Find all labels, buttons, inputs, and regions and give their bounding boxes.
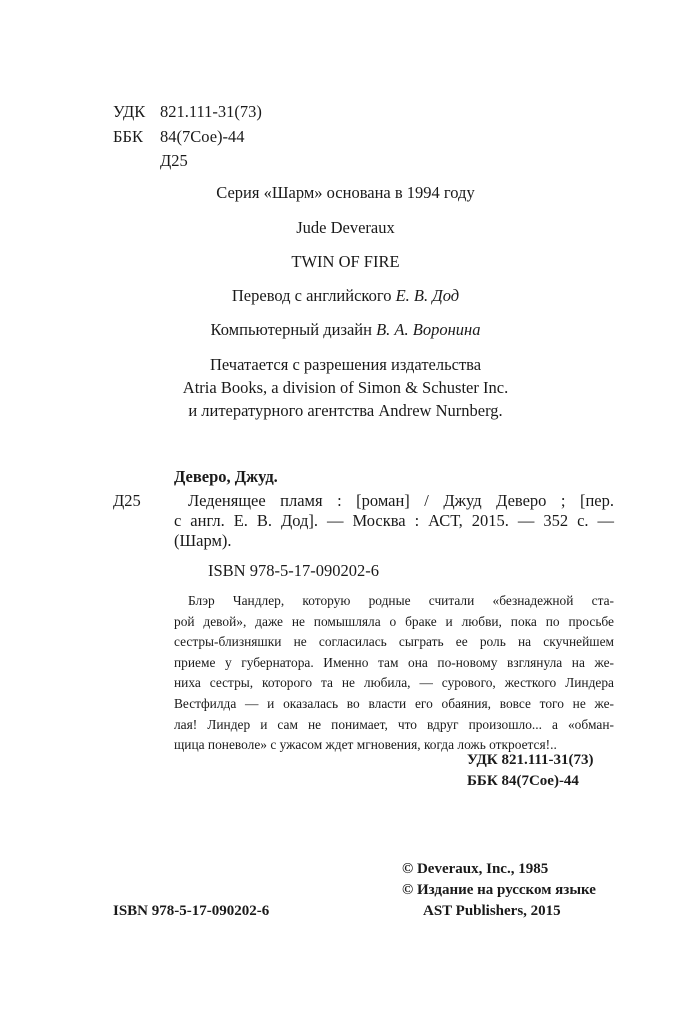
translation-credit <box>0 286 691 306</box>
design-credit <box>0 320 691 340</box>
translator-name: Е. В. Дод <box>395 286 460 305</box>
copyright-line-1: © Deveraux, Inc., 1985 <box>402 861 549 877</box>
catalog-author-heading: Деверо, Джуд. <box>174 467 278 486</box>
udk-label: УДК <box>113 102 146 121</box>
annotation <box>174 591 614 756</box>
annotation-line-4: приеме у губернатора. Именно там она по-новому взглянула на же- <box>174 654 614 670</box>
bottom-bbk: ББК 84(7Сое)-44 <box>467 773 579 789</box>
designer-name: В. А. Воронина <box>376 320 481 339</box>
catalog-mark: Д25 <box>113 491 141 510</box>
permission-line-2: Atria Books, a division of Simon & Schuster Inc. <box>182 378 509 397</box>
original-author: Jude Deveraux <box>296 218 395 237</box>
catalog-description <box>174 491 614 551</box>
catalog-line-1: Леденящее пламя : [роман] / Джуд Деверо ; [пер. <box>188 491 614 510</box>
series-line: Серия «Шарм» основана в 1994 году <box>216 183 475 202</box>
annotation-line-1: Блэр Чандлер, которую родные считали «безнадежной ста- <box>188 593 614 608</box>
permission-line-3: и литературного агентства Andrew Nurnberg. <box>188 401 503 420</box>
original-title: TWIN OF FIRE <box>291 252 400 271</box>
design-label: Компьютерный дизайн <box>210 320 372 339</box>
annotation-line-7: лая! Линдер и сам не понимает, что вдруг произошло... а «обман- <box>174 716 614 732</box>
catalog-line-3: (Шарм). <box>174 531 232 550</box>
annotation-line-3: сестры-близняшки не согласилась сыграть ее роль на скучнейшем <box>174 634 614 650</box>
translation-label: Перевод с английского <box>231 286 392 305</box>
annotation-line-8: щица поневоле» с ужасом ждет мгновения, когда ложь откроется!.. <box>174 737 557 753</box>
bottom-isbn: ISBN 978-5-17-090202-6 <box>113 903 270 919</box>
permission-line-1: Печатается с разрешения издательства <box>209 355 482 374</box>
copyright-line-3: AST Publishers, 2015 <box>423 903 561 919</box>
bbk-value: 84(7Сое)-44 <box>160 127 245 146</box>
udk-value: 821.111-31(73) <box>160 102 262 121</box>
author-mark-top: Д25 <box>160 151 188 170</box>
annotation-line-5: ниха сестры, которого та не любила, — сурового, жесткого Линдера <box>174 675 614 691</box>
annotation-line-2: рой девой», даже не помышляла о браке и любви, пока по просьбе <box>174 613 614 629</box>
catalog-line-2: с англ. Е. В. Дод]. — Москва : АСТ, 2015. — 352 с. — <box>174 511 614 530</box>
copyright-line-2: © Издание на русском языке <box>402 882 596 898</box>
bottom-udk: УДК 821.111-31(73) <box>467 752 594 768</box>
annotation-line-6: Вестфилда — и оказалась во власти его обаяния, вовсе того не же- <box>174 695 614 711</box>
catalog-isbn: ISBN 978-5-17-090202-6 <box>208 561 379 580</box>
bbk-label: ББК <box>113 127 143 146</box>
